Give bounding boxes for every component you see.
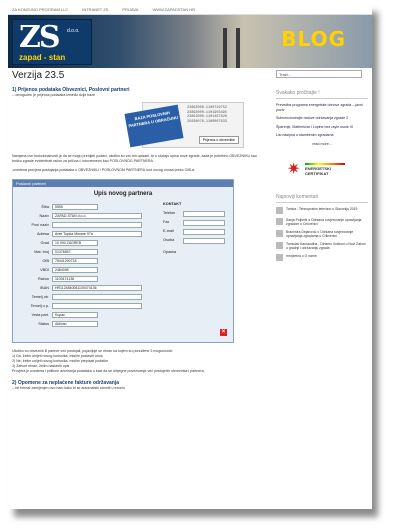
form-label: Naziv bbox=[39, 214, 49, 218]
nav-link[interactable]: INTRANET ZS bbox=[82, 6, 109, 12]
contact-row bbox=[163, 238, 174, 242]
comments-heading: Najnoviji komentari bbox=[276, 194, 368, 203]
form-row bbox=[19, 231, 142, 237]
form-row bbox=[19, 222, 142, 228]
form-field[interactable]: HR1124840081100474136 bbox=[52, 285, 142, 291]
form-field[interactable]: Kupac bbox=[52, 312, 98, 318]
section-heading: 1) Prijenos podataka Obveznici, Poslovni partneri bbox=[12, 87, 130, 93]
avatar bbox=[276, 254, 283, 261]
screenshot-paper bbox=[8, 4, 372, 509]
form-row bbox=[19, 285, 142, 291]
close-icon[interactable]: × bbox=[221, 329, 226, 335]
contact-field[interactable] bbox=[183, 238, 225, 244]
site-logo[interactable] bbox=[12, 19, 92, 65]
form-label: Mat. broj bbox=[34, 250, 49, 254]
contact-row bbox=[163, 220, 169, 224]
recent-link[interactable]: Lisi nasipna u stambenim zgradama bbox=[276, 133, 334, 137]
section-intro: -- omogućen je prijenos podataka između dvije baze bbox=[12, 93, 96, 97]
form-field[interactable]: ZAPAD-STAN d.o.o. bbox=[52, 213, 142, 219]
avatar bbox=[276, 218, 283, 225]
nav-link[interactable]: ZA KONZUNO PROGRAM LLC bbox=[12, 6, 69, 12]
form-row bbox=[19, 294, 142, 300]
form-label: Šifra bbox=[41, 205, 49, 209]
paragraph: Ukoliko su obveznik ili partner već postojali, pojavljuje se ekran na kojem su ponuđene 3 mogućnosti: bbox=[12, 349, 173, 353]
energy-certificate-badge[interactable] bbox=[287, 160, 357, 182]
form-field[interactable]: 1100474136 bbox=[52, 276, 98, 282]
paragraph: Provjera je uvedena i prilikom ažuriranja podataka u bazi da se izbjegne povezivanje već postojećih obveznika i partnera. bbox=[12, 369, 205, 373]
form-row bbox=[19, 258, 98, 264]
paragraph: Namjena ove funkcionalnosti je da se mogu prenijeti podaci, ukoliko su već bili upisani, te u slučaju upisa nove zgrade, kada je potrebno OBVEZNIKU kao trošku zgrade evidentirati račun za pričuvu i istovremeno kao POSLOVNOG PARTNERA. bbox=[12, 154, 257, 163]
oib-item: 25038070-1100007633 bbox=[187, 119, 227, 124]
energy-scale-bar bbox=[305, 163, 345, 165]
form-title: Upis novog partnera bbox=[93, 191, 153, 197]
sidebar bbox=[276, 70, 368, 261]
recent-link[interactable]: Prevedba programa energetske obnove zgrada – javni poziv bbox=[276, 103, 363, 112]
form-label: Temelj u p. bbox=[30, 304, 49, 308]
comment-text[interactable]: Branimira Dejanović o Održana suvjerovanje upravljanja zgradama u Crikvenici bbox=[286, 229, 354, 238]
option-item: 2) Ne, želim unijeti novog korisnika, mislim prepisati podatke bbox=[12, 359, 109, 363]
form-row bbox=[19, 204, 98, 210]
header-banner bbox=[8, 15, 372, 68]
contact-label: Telefon bbox=[163, 211, 176, 215]
form-label: Račun bbox=[38, 277, 49, 281]
paragraph: -uvedena provjera postojanja podataka u OBVEZNIKU i POSLOVNOM PARTNERU kod novog unosa preko OIB-a. bbox=[12, 168, 196, 172]
logo-subtitle: zapad - stan bbox=[19, 53, 66, 62]
form-field[interactable]: 01376557 bbox=[52, 249, 98, 255]
transfer-button[interactable]: Prijenos u obveznike bbox=[199, 136, 239, 144]
comment-item bbox=[276, 242, 368, 250]
form-label: Status bbox=[38, 322, 49, 326]
contact-row bbox=[163, 211, 175, 215]
nav-link[interactable]: PRIJAVA bbox=[122, 6, 139, 12]
comment-item bbox=[276, 207, 368, 214]
opis-label: Opaska bbox=[163, 250, 177, 254]
form-label: Temelj ob. bbox=[31, 295, 49, 299]
option-item: 1) Da, želim unijeti novog korisnika, mislim postaviti unos bbox=[12, 354, 103, 358]
form-field[interactable]: 10 090 ZAGREB bbox=[52, 240, 98, 246]
post-title[interactable]: Verzija 23.5 bbox=[12, 70, 65, 81]
form-window-title: Poslovni partneri bbox=[13, 180, 233, 187]
post-content bbox=[12, 70, 262, 391]
comment-item bbox=[276, 230, 368, 238]
form-row bbox=[19, 267, 98, 273]
oib-item: 23893000-1100729752 bbox=[187, 106, 227, 110]
form-label: Vrsta part. bbox=[31, 313, 49, 317]
section-intro: -- bit format zamijenjen ovo nam kako bi se automatski otvoriti u excelu bbox=[12, 386, 125, 390]
form-field[interactable]: 2484008 bbox=[52, 267, 98, 273]
avatar bbox=[276, 242, 283, 249]
logo-doo: d.o.o. bbox=[67, 28, 80, 34]
blog-label: BLOG bbox=[281, 27, 346, 51]
oib-list bbox=[187, 106, 227, 124]
form-row bbox=[19, 213, 142, 219]
form-row bbox=[19, 276, 98, 282]
contact-label: Fax bbox=[163, 220, 170, 224]
form-label: Grad bbox=[40, 241, 49, 245]
comment-item bbox=[276, 218, 368, 226]
form-field[interactable]: 78441290718 bbox=[52, 258, 98, 264]
contact-label: E-mail bbox=[163, 229, 174, 233]
form-row bbox=[19, 240, 98, 246]
form-label: Puni naziv bbox=[31, 223, 49, 227]
form-field[interactable] bbox=[52, 303, 142, 309]
comment-item bbox=[276, 254, 368, 261]
star-icon: ✷ bbox=[287, 160, 301, 178]
section-heading: 2) Opomene za neplaćene fakture održavanja bbox=[12, 380, 119, 386]
form-row bbox=[19, 249, 98, 255]
nav-link[interactable]: WWW.ZAPADSTAN.HR bbox=[152, 6, 195, 12]
search-input[interactable]: Traži... bbox=[276, 70, 362, 78]
form-field[interactable] bbox=[52, 222, 142, 228]
cert-line: CERTIFIKAT bbox=[305, 170, 329, 176]
cert-line: ENERGETSKI bbox=[305, 165, 332, 171]
oib-item: 23893000-1101467826 bbox=[187, 115, 227, 119]
comment-text[interactable]: Sanja Poljsnik o Odrzana suvjerovanje upravljanja zgradom u Crikvenici bbox=[286, 217, 362, 226]
form-label: Adresa bbox=[36, 232, 49, 236]
form-field[interactable]: 5555 bbox=[52, 204, 98, 210]
transfer-screenshot bbox=[128, 102, 244, 148]
comment-text[interactable]: Tomislav Kamaudina - Dinamo Vuškovi o Novi Zakon o gradnji i održavanju zgrada bbox=[286, 241, 366, 250]
form-field[interactable]: Ante Topića Mimare 97a bbox=[52, 231, 142, 237]
form-row bbox=[19, 312, 98, 318]
form-label: VBDI bbox=[40, 268, 49, 272]
avatar bbox=[276, 207, 283, 214]
form-label: IBAN bbox=[40, 286, 49, 290]
read-more-link[interactable]: read more... bbox=[312, 141, 332, 146]
recent-link[interactable]: Šparenje, Maltheščar i Lupine bez rayle usole III bbox=[276, 124, 353, 129]
top-nav bbox=[8, 4, 372, 15]
contact-field[interactable] bbox=[183, 220, 225, 226]
contact-row bbox=[163, 229, 174, 233]
form-row bbox=[19, 321, 98, 327]
contact-field[interactable] bbox=[183, 211, 225, 217]
comment-text[interactable]: mrvpletna o O name bbox=[286, 253, 317, 258]
partners-badge: BAZA POSLOVNIH PARTNERA U OBRAČUNU bbox=[124, 105, 183, 148]
avatar bbox=[276, 230, 283, 237]
form-row bbox=[19, 303, 142, 309]
oib-item: 23893000-1101903495 bbox=[187, 110, 227, 115]
contact-field[interactable] bbox=[183, 229, 225, 235]
cathedral-spire-decoration bbox=[223, 28, 227, 68]
form-field[interactable]: Aktivan bbox=[52, 321, 98, 327]
cathedral-spire-decoration bbox=[236, 28, 240, 68]
contact-label: Osoba bbox=[163, 238, 175, 242]
form-field[interactable] bbox=[52, 294, 142, 300]
form-label: OIB bbox=[42, 259, 49, 263]
recent-link[interactable]: Subvencionirajte radove održavanja zgrade 2 bbox=[276, 116, 349, 120]
logo-mark: ZS bbox=[19, 20, 59, 55]
contact-heading: KONTAKT bbox=[163, 202, 182, 206]
comment-text[interactable]: Tomka - Tehnopraton televizor u Slavoniju 2019 bbox=[286, 206, 358, 211]
partner-form-screenshot bbox=[12, 179, 234, 343]
certificate-text bbox=[305, 166, 331, 176]
option-item: 3) Zatvori ekran, želim nastaviti upis bbox=[12, 364, 70, 368]
recent-heading: Svakako pročitajte ! bbox=[276, 90, 368, 99]
